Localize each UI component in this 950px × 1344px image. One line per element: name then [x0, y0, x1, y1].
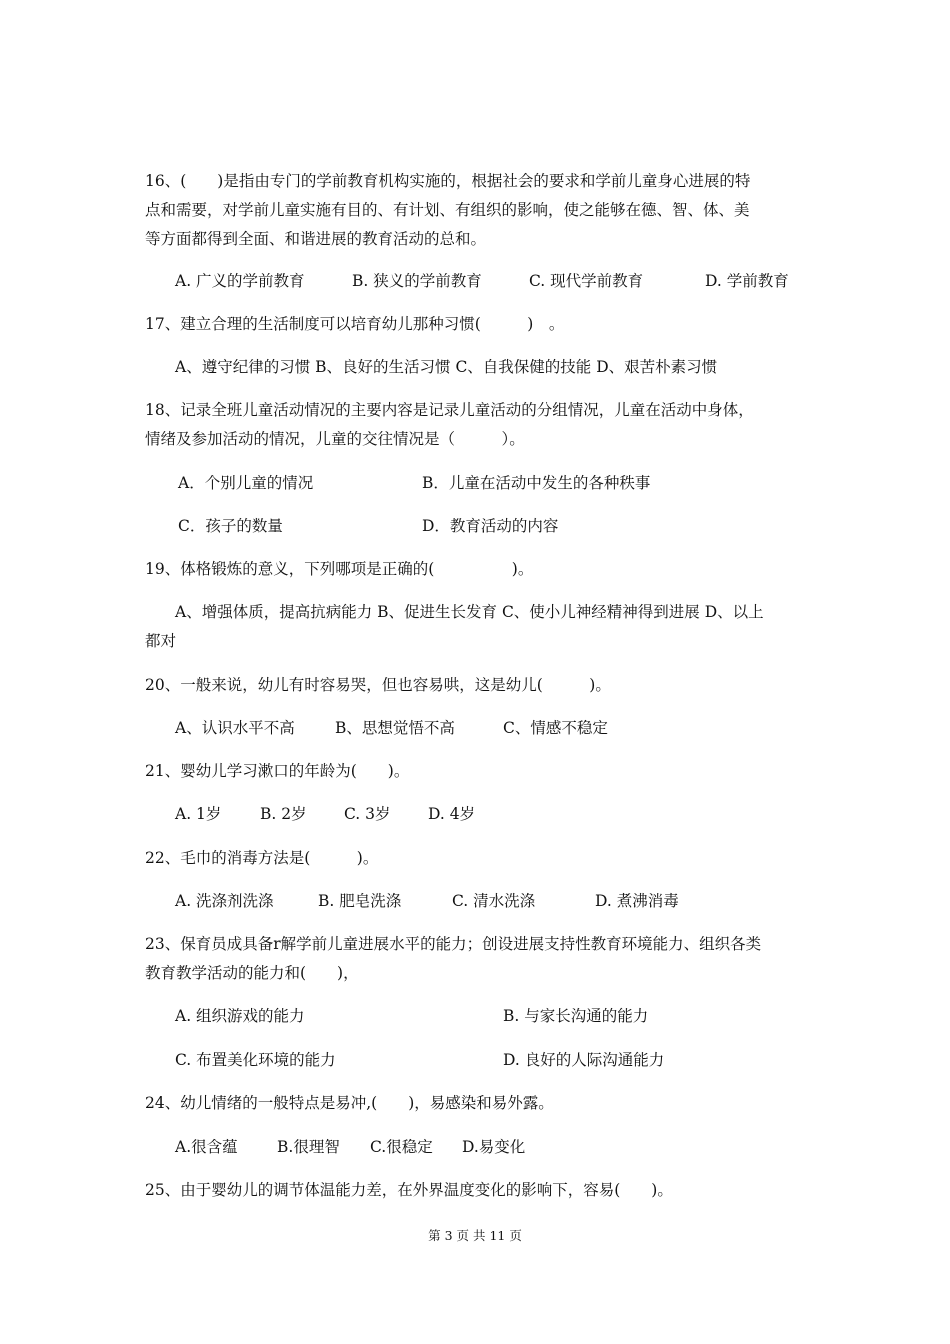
question-16-line-3: 等方面都得到全面、和谐进展的教育活动的总和。: [145, 230, 487, 248]
question-22-option-d: D. 煮沸消毒: [595, 892, 679, 910]
question-16-line-1: 16、( )是指由专门的学前教育机构实施的，根据社会的要求和学前儿童身心进展的特: [145, 172, 751, 190]
question-16-option-b: B. 狭义的学前教育: [352, 272, 482, 290]
question-19-options-line-2: 都对: [145, 632, 177, 650]
question-20-option-a: A、认识水平不高: [175, 719, 295, 737]
question-22-option-a: A. 洗涤剂洗涤: [175, 892, 274, 910]
question-16-option-c: C. 现代学前教育: [529, 272, 644, 290]
question-24-line-1: 24、幼儿情绪的一般特点是易冲,( )，易感染和易外露。: [145, 1094, 554, 1112]
question-22-line-1: 22、毛巾的消毒方法是( )。: [145, 849, 379, 867]
question-23-line-2: 教育教学活动的能力和( )，: [145, 964, 359, 982]
question-22-option-b: B. 肥皂洗涤: [318, 892, 402, 910]
question-24-option-b: B.很理智: [277, 1138, 340, 1156]
question-24-option-a: A.很含蕴: [175, 1138, 238, 1156]
question-21-line-1: 21、婴幼儿学习漱口的年龄为( )。: [145, 762, 410, 780]
question-18-line-1: 18、记录全班儿童活动情况的主要内容是记录儿童活动的分组情况，儿童在活动中身体，: [145, 401, 754, 419]
question-17-line-1: 17、建立合理的生活制度可以培育幼儿那种习惯( ) 。: [145, 315, 565, 333]
question-21-option-b: B. 2岁: [260, 805, 307, 823]
question-21-option-a: A. 1岁: [175, 805, 222, 823]
question-24-option-d: D.易变化: [462, 1138, 526, 1156]
question-21-option-c: C. 3岁: [344, 805, 391, 823]
question-23-option-b: B. 与家长沟通的能力: [503, 1007, 649, 1025]
question-23-line-1: 23、保育员成具备r解学前儿童进展水平的能力；创设进展支持性教育环境能力、组织各类: [145, 935, 762, 953]
question-19-options-line-1: A、增强体质，提高抗病能力 B、促进生长发育 C、使小儿神经精神得到进展 D、以上: [175, 603, 764, 621]
question-19-line-1: 19、体格锻炼的意义，下列哪项是正确的( )。: [145, 560, 534, 578]
question-18-option-a: A．个别儿童的情况: [178, 474, 314, 492]
question-17-options: A、遵守纪律的习惯 B、良好的生活习惯 C、自我保健的技能 D、艰苦朴素习惯: [175, 358, 718, 376]
question-21-option-d: D. 4岁: [428, 805, 476, 823]
question-23-option-a: A. 组织游戏的能力: [175, 1007, 305, 1025]
question-18-option-c: C．孩子的数量: [178, 517, 283, 535]
question-20-option-c: C、情感不稳定: [503, 719, 608, 737]
question-18-line-2: 情绪及参加活动的情况，儿童的交往情况是（ ）。: [145, 430, 525, 448]
question-24-option-c: C.很稳定: [370, 1138, 433, 1156]
question-16-line-2: 点和需要，对学前儿童实施有目的、有计划、有组织的影响，使之能够在德、智、体、美: [145, 201, 750, 219]
question-18-option-d: D．教育活动的内容: [422, 517, 559, 535]
question-16-option-a: A. 广义的学前教育: [175, 272, 305, 290]
page-number-footer: 第 3 页 共 11 页: [428, 1228, 522, 1243]
question-18-option-b: B．儿童在活动中发生的各种秩事: [422, 474, 651, 492]
question-16-option-d: D. 学前教育: [705, 272, 789, 290]
question-20-line-1: 20、一般来说，幼儿有时容易哭，但也容易哄，这是幼儿( )。: [145, 676, 611, 694]
question-20-option-b: B、思想觉悟不高: [335, 719, 455, 737]
question-22-option-c: C. 清水洗涤: [452, 892, 536, 910]
question-25-line-1: 25、由于婴幼儿的调节体温能力差，在外界温度变化的影响下，容易( )。: [145, 1181, 673, 1199]
question-23-option-c: C. 布置美化环境的能力: [175, 1051, 336, 1069]
question-23-option-d: D. 良好的人际沟通能力: [503, 1051, 665, 1069]
